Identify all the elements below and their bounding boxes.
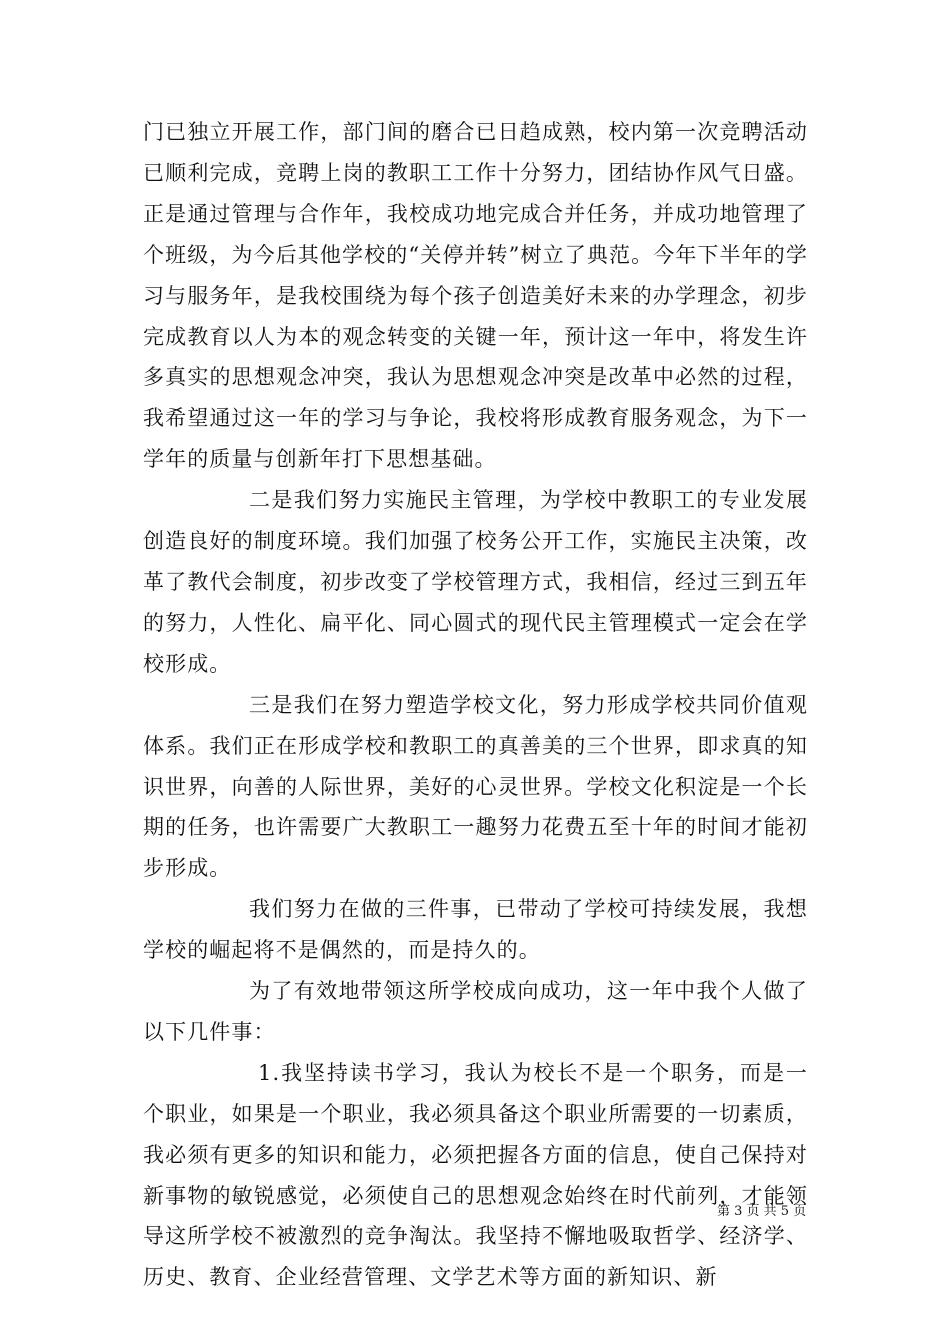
- paragraph-continuation: 门已独立开展工作，部门间的磨合已日趋成熟，校内第一次竞聘活动已顺利完成，竞聘上岗的教职工工作十分努力，团结协作风气日盛。正是通过管理与合作年，我校成功地完成合并任务，并成功地管理了个班级，为今后其他学校的“关停并转”树立了典范。今年下半年的学习与服务年，是我校围绕为每个孩子创造美好未来的办学理念，初步完成教育以人为本的观念转变的关键一年，预计这一年中，将发生许多真实的思想观念冲突，我认为思想观念冲突是改革中必然的过程，我希望通过这一年的学习与争论，我校将形成教育服务观念，为下一学年的质量与创新年打下思想基础。: [143, 120, 808, 472]
- paragraph-three-things: 我们努力在做的三件事，已带动了学校可持续发展，我想学校的崛起将不是偶然的，而是持久的。: [143, 897, 808, 963]
- paragraph-reading-study: 1.我坚持读书学习，我认为校长不是一个职务，而是一个职业，如果是一个职业，我必须具备这个职业所需要的一切素质，我必须有更多的知识和能力，必须把握各方面的信息，使自己保持对新事物的敏锐感觉，必须使自己的思想观念始终在时代前列，才能领导这所学校不被激烈的竞争淘汰。我坚持不懈地吸取哲学、经济学、历史、教育、企业经营管理、文学艺术等方面的新知识、新: [143, 1060, 808, 1290]
- paragraph-school-culture: 三是我们在努力塑造学校文化，努力形成学校共同价值观体系。我们正在形成学校和教职工的真善美的三个世界，即求真的知识世界，向善的人际世界，美好的心灵世界。学校文化积淀是一个长期的任务，也许需要广大教职工一趣努力花费五至十年的时间才能初步形成。: [143, 692, 808, 881]
- paragraph-democratic-management: 二是我们努力实施民主管理，为学校中教职工的专业发展创造良好的制度环境。我们加强了校务公开工作，实施民主决策，改革了教代会制度，初步改变了学校管理方式，我相信，经过三到五年的努力，人性化、扁平化、同心圆式的现代民主管理模式一定会在学校形成。: [143, 488, 808, 676]
- paragraph-personal-intro: 为了有效地带领这所学校成向成功，这一年中我个人做了以下几件事：: [143, 979, 808, 1044]
- document-body: [143, 112, 808, 1298]
- page-number-footer: 第 3 页 共 5 页: [717, 1204, 807, 1219]
